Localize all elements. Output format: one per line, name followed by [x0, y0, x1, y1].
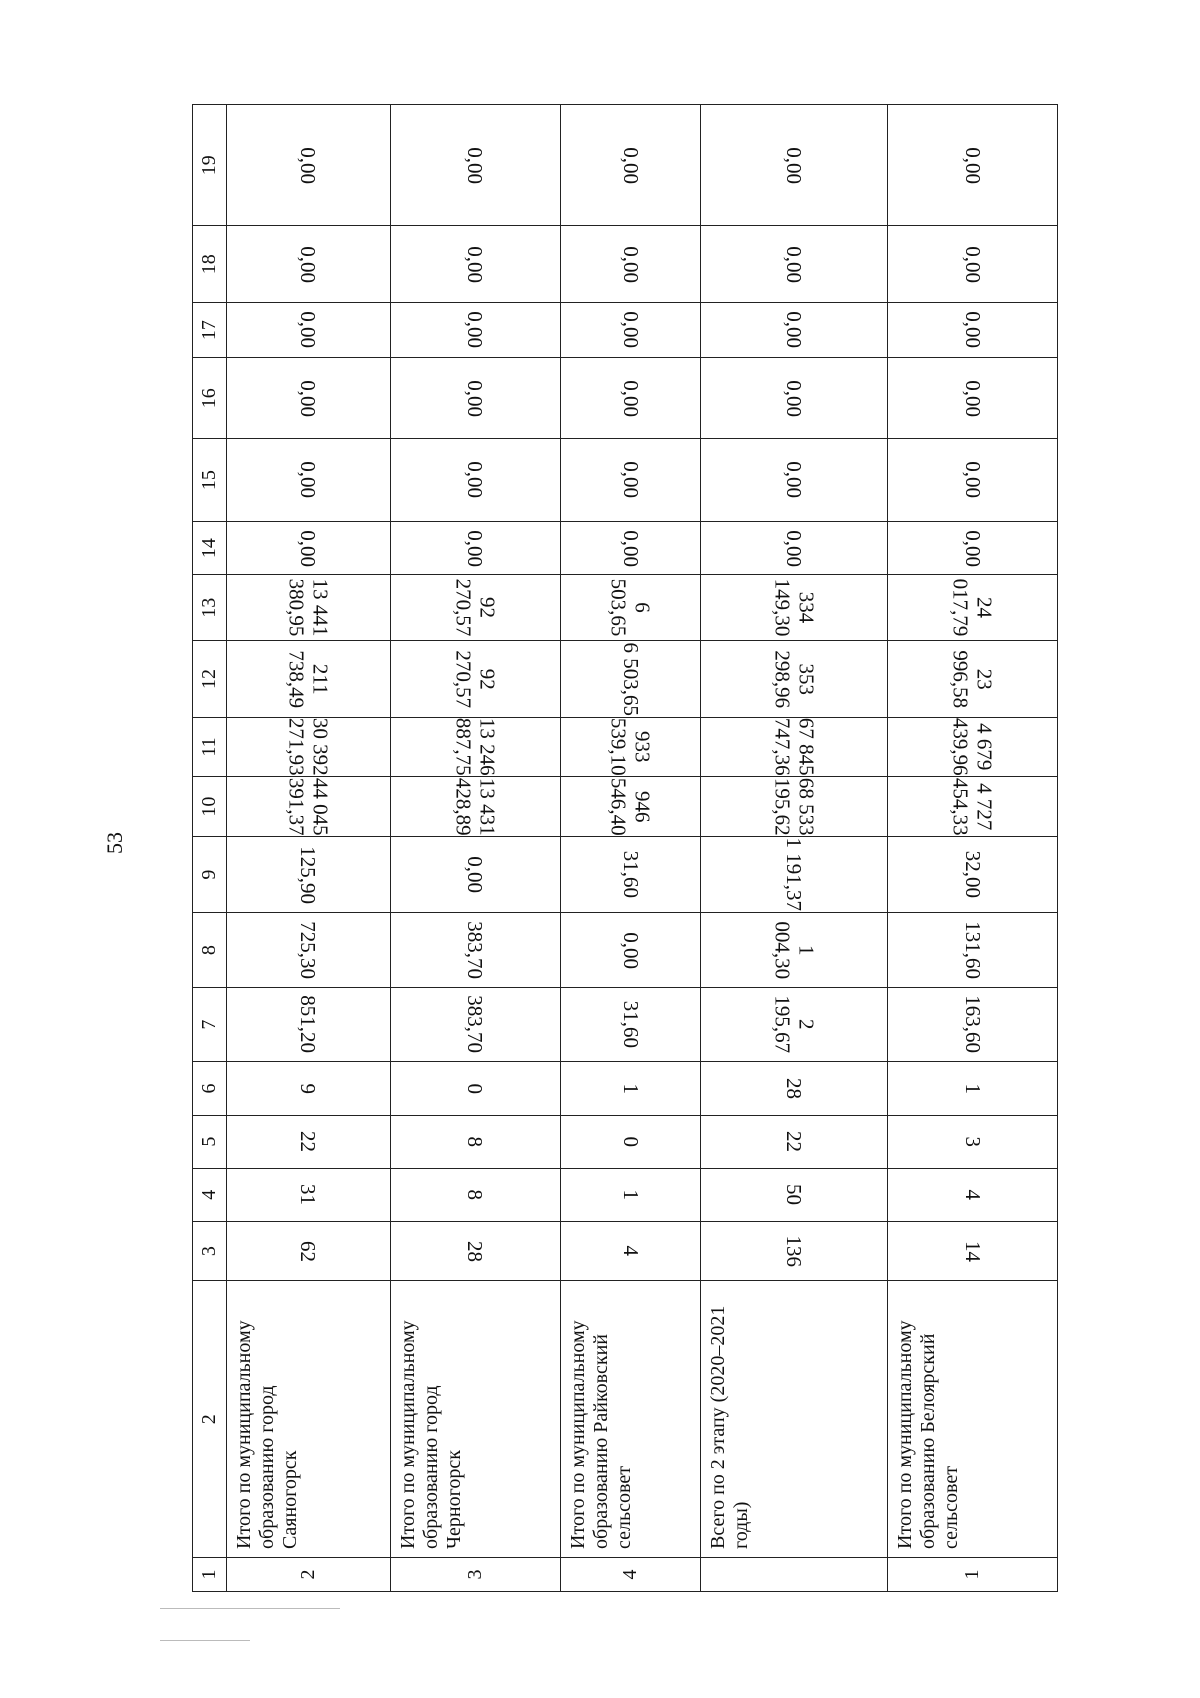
cell-value: 24 017,79 [948, 578, 997, 637]
table-cell [391, 987, 561, 1061]
cell-value: 0,00 [782, 146, 807, 184]
table-cell [701, 987, 888, 1061]
column-number-9: 9 [193, 836, 227, 913]
cell-value: 0,00 [463, 311, 488, 349]
cell-value: 0,00 [782, 461, 807, 499]
cell-value: 0,00 [782, 311, 807, 349]
table-cell [888, 777, 1058, 837]
table-cell [391, 641, 561, 718]
header-row [193, 105, 227, 1592]
scan-speck [160, 1640, 250, 1641]
row-name: Итого по муниципальному образованию Райковский сельсовет [560, 1281, 700, 1558]
cell-value: 334 149,30 [770, 578, 819, 637]
table-cell [226, 717, 390, 777]
table-cell [888, 1062, 1058, 1115]
table-row [701, 105, 888, 1592]
table-cell [560, 358, 700, 439]
cell-value: 1 004,30 [770, 921, 819, 980]
cell-value: 13 246 887,75 [451, 718, 500, 776]
table-cell [701, 105, 888, 226]
cell-value: 0,00 [463, 379, 488, 417]
row-index [701, 1557, 888, 1591]
table-cell [888, 913, 1058, 987]
cell-value: 0,00 [463, 856, 488, 894]
cell-value: 0,00 [296, 529, 321, 567]
cell-value: 0,00 [618, 379, 643, 417]
cell-value: 0,00 [960, 146, 985, 184]
table-cell [391, 1221, 561, 1281]
cell-value: 22 [782, 1131, 807, 1153]
table-cell [560, 836, 700, 913]
cell-value: 0,00 [463, 245, 488, 283]
cell-value: 8 [463, 1189, 488, 1201]
table-cell [391, 1115, 561, 1168]
table-row [888, 105, 1058, 1592]
table-cell [391, 836, 561, 913]
table-cell [701, 226, 888, 303]
table-cell [226, 836, 390, 913]
table-cell [701, 1062, 888, 1115]
cell-value: 9 [296, 1083, 321, 1094]
cell-value: 28 [463, 1240, 488, 1262]
table-cell [701, 1221, 888, 1281]
cell-value: 125,90 [296, 845, 321, 904]
row-index: 2 [226, 1557, 390, 1591]
cell-value: 6 503,65 [606, 578, 655, 637]
table-cell [888, 226, 1058, 303]
cell-value: 4 [618, 1245, 643, 1257]
cell-value: 0,00 [782, 245, 807, 283]
table-cell [226, 913, 390, 987]
cell-value: 31,60 [618, 851, 643, 899]
table-row [226, 105, 390, 1592]
cell-value: 933 539,10 [606, 718, 655, 776]
cell-value: 0,00 [960, 245, 985, 283]
cell-value: 0,00 [618, 931, 643, 969]
table-cell [560, 439, 700, 522]
cell-value: 725,30 [296, 921, 321, 980]
table-cell [560, 913, 700, 987]
table-cell [888, 717, 1058, 777]
table-cell [226, 358, 390, 439]
column-number-3: 3 [193, 1221, 227, 1281]
cell-value: 0 [463, 1083, 488, 1094]
row-name: Итого по муниципальному образованию Белоярский сельсовет [888, 1281, 1058, 1558]
column-number-16: 16 [193, 358, 227, 439]
cell-value: 67 845 747,36 [770, 718, 819, 776]
column-number-6: 6 [193, 1062, 227, 1115]
column-number-4: 4 [193, 1168, 227, 1221]
table-cell [888, 836, 1058, 913]
table-cell [888, 1115, 1058, 1168]
cell-value: 68 533 195,62 [770, 777, 819, 836]
cell-value: 1 [960, 1083, 985, 1094]
cell-value: 0,00 [618, 311, 643, 349]
cell-value: 23 996,58 [948, 650, 997, 708]
column-number-5: 5 [193, 1115, 227, 1168]
table-cell [391, 1168, 561, 1221]
data-table [192, 104, 1058, 1592]
cell-value: 4 [960, 1189, 985, 1201]
table-cell [226, 226, 390, 303]
table-cell [701, 1168, 888, 1221]
column-number-7: 7 [193, 987, 227, 1061]
table-cell [391, 913, 561, 987]
table-cell [560, 987, 700, 1061]
cell-value: 0,00 [782, 529, 807, 567]
table-cell [701, 358, 888, 439]
table-row [560, 105, 700, 1592]
cell-value: 14 [960, 1240, 985, 1262]
cell-value: 92 270,57 [451, 650, 500, 708]
table-cell [391, 575, 561, 641]
table-cell [391, 358, 561, 439]
table-cell [226, 987, 390, 1061]
table-cell [701, 1115, 888, 1168]
table-row [391, 105, 561, 1592]
cell-value: 32,00 [960, 851, 985, 899]
cell-value: 211 738,49 [284, 650, 333, 708]
cell-value: 2 195,67 [770, 995, 819, 1054]
table-cell [391, 302, 561, 357]
table-cell [701, 575, 888, 641]
table-cell [226, 1168, 390, 1221]
table-cell [560, 522, 700, 575]
row-name: Итого по муниципальному образованию город Саяногорск [226, 1281, 390, 1558]
column-number-17: 17 [193, 302, 227, 357]
cell-value: 0 [618, 1136, 643, 1147]
table-cell [391, 777, 561, 837]
column-number-1: 1 [193, 1557, 227, 1591]
column-number-8: 8 [193, 913, 227, 987]
cell-value: 0,00 [463, 529, 488, 567]
cell-value: 0,00 [463, 146, 488, 184]
table-cell [701, 913, 888, 987]
cell-value: 44 045 391,37 [284, 777, 333, 836]
row-index: 3 [391, 1557, 561, 1591]
cell-value: 851,20 [296, 995, 321, 1054]
table-cell [226, 1221, 390, 1281]
scan-speck [160, 1608, 340, 1609]
cell-value: 92 270,57 [451, 578, 500, 637]
table-cell [701, 522, 888, 575]
table-cell [560, 226, 700, 303]
cell-value: 136 [782, 1235, 807, 1267]
cell-value: 13 431 428,89 [451, 777, 500, 836]
cell-value: 28 [782, 1077, 807, 1099]
cell-value: 0,00 [296, 146, 321, 184]
cell-value: 8 [463, 1136, 488, 1147]
table-cell [701, 302, 888, 357]
table-cell [888, 105, 1058, 226]
cell-value: 0,00 [618, 245, 643, 283]
cell-value: 0,00 [960, 461, 985, 499]
cell-value: 30 392 271,93 [284, 718, 333, 776]
cell-value: 4 727 454,33 [948, 777, 997, 836]
table-cell [226, 439, 390, 522]
table-cell [226, 105, 390, 226]
cell-value: 50 [782, 1184, 807, 1206]
cell-value: 383,70 [463, 921, 488, 980]
cell-value: 0,00 [618, 146, 643, 184]
cell-value: 1 [618, 1189, 643, 1201]
row-index: 4 [560, 1557, 700, 1591]
cell-value: 0,00 [960, 311, 985, 349]
table-cell [560, 302, 700, 357]
cell-value: 0,00 [296, 461, 321, 499]
table-cell [391, 522, 561, 575]
cell-value: 31,60 [618, 1001, 643, 1049]
table-cell [701, 777, 888, 837]
cell-value: 31 [296, 1184, 321, 1206]
column-number-18: 18 [193, 226, 227, 303]
cell-value: 0,00 [782, 379, 807, 417]
table-cell [226, 1062, 390, 1115]
cell-value: 4 679 439,96 [948, 718, 997, 776]
table-cell [560, 1168, 700, 1221]
table-cell [701, 717, 888, 777]
page-number: 53 [102, 832, 127, 854]
table-cell [701, 439, 888, 522]
cell-value: 383,70 [463, 995, 488, 1054]
cell-value: 1 191,37 [782, 837, 807, 912]
cell-value: 0,00 [463, 461, 488, 499]
cell-value: 0,00 [296, 311, 321, 349]
table-cell [888, 575, 1058, 641]
cell-value: 13 441 380,95 [284, 578, 333, 637]
column-number-14: 14 [193, 522, 227, 575]
table-cell [701, 641, 888, 718]
table-cell [560, 777, 700, 837]
table-cell [226, 522, 390, 575]
table-cell [888, 522, 1058, 575]
table-cell [888, 1168, 1058, 1221]
row-name: Всего по 2 этапу (2020–2021 годы) [701, 1281, 888, 1558]
cell-value: 131,60 [960, 921, 985, 980]
table-cell [391, 1062, 561, 1115]
row-name: Итого по муниципальному образованию город Черногорск [391, 1281, 561, 1558]
table-cell [560, 717, 700, 777]
table-cell [560, 575, 700, 641]
cell-value: 0,00 [960, 379, 985, 417]
cell-value: 163,60 [960, 995, 985, 1054]
column-number-13: 13 [193, 575, 227, 641]
table-cell [560, 1221, 700, 1281]
cell-value: 0,00 [296, 379, 321, 417]
table-cell [701, 836, 888, 913]
cell-value: 22 [296, 1131, 321, 1153]
cell-value: 353 298,96 [770, 650, 819, 708]
column-number-11: 11 [193, 717, 227, 777]
table-cell [391, 226, 561, 303]
column-number-15: 15 [193, 439, 227, 522]
table-cell [226, 1115, 390, 1168]
table-cell [560, 1115, 700, 1168]
column-number-19: 19 [193, 105, 227, 226]
cell-value: 62 [296, 1240, 321, 1262]
table-cell [391, 105, 561, 226]
table-cell [560, 641, 700, 718]
table-cell [560, 1062, 700, 1115]
table-cell [391, 439, 561, 522]
table-cell [888, 439, 1058, 522]
table-cell [226, 777, 390, 837]
table-cell [888, 302, 1058, 357]
table-cell [391, 717, 561, 777]
cell-value: 1 [618, 1083, 643, 1094]
table-cell [226, 302, 390, 357]
table-cell [888, 987, 1058, 1061]
table-cell [888, 641, 1058, 718]
cell-value: 3 [960, 1136, 985, 1147]
column-number-12: 12 [193, 641, 227, 718]
table-cell [888, 358, 1058, 439]
cell-value: 6 503,65 [618, 642, 643, 716]
table-cell [888, 1221, 1058, 1281]
row-index: 1 [888, 1557, 1058, 1591]
cell-value: 0,00 [618, 461, 643, 499]
table-cell [560, 105, 700, 226]
cell-value: 0,00 [618, 529, 643, 567]
column-number-10: 10 [193, 777, 227, 837]
data-table-rotated [192, 104, 1058, 1592]
cell-value: 946 546,40 [606, 777, 655, 836]
column-number-2: 2 [193, 1281, 227, 1558]
cell-value: 0,00 [296, 245, 321, 283]
table-cell [226, 641, 390, 718]
table-cell [226, 575, 390, 641]
cell-value: 0,00 [960, 529, 985, 567]
